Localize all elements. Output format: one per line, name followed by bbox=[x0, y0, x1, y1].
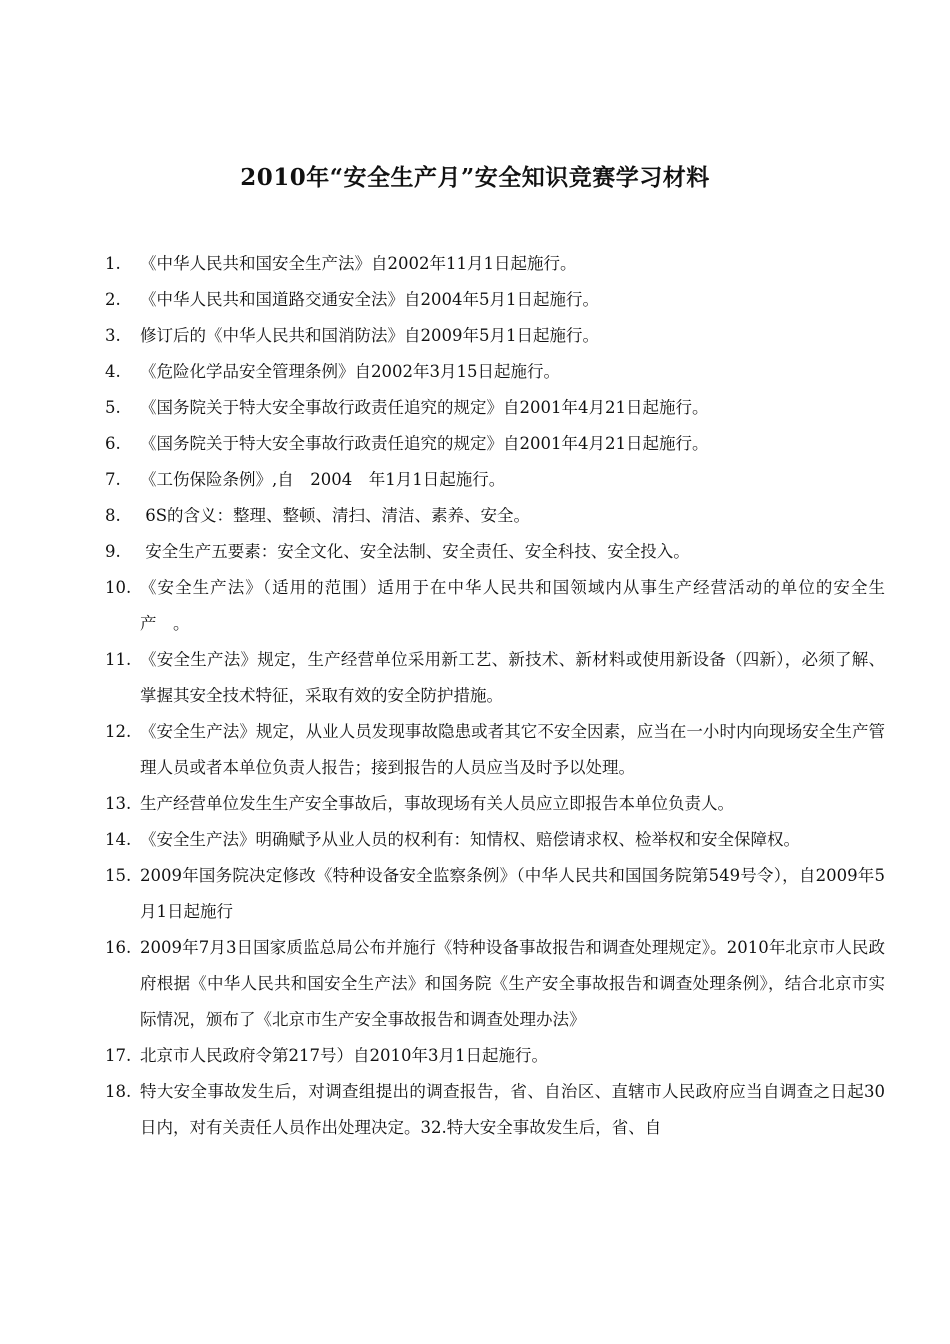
list-item bbox=[105, 534, 885, 570]
item-number: 17. bbox=[105, 1046, 132, 1065]
item-number: 12. bbox=[105, 722, 132, 741]
item-number: 13. bbox=[105, 794, 132, 813]
list-item bbox=[105, 1038, 885, 1074]
list-item bbox=[105, 714, 885, 786]
list-item bbox=[105, 354, 885, 390]
item-number: 16. bbox=[105, 938, 132, 957]
item-text: 修订后的《中华人民共和国消防法》自2009年5月1日起施行。 bbox=[140, 326, 599, 345]
list-item bbox=[105, 786, 885, 822]
item-number: 2. bbox=[105, 290, 121, 309]
item-text: 《安全生产法》规定，生产经营单位采用新工艺、新技术、新材料或使用新设备（四新），必须了解、掌握其安全技术特征，采取有效的安全防护措施。 bbox=[140, 650, 885, 705]
item-text: 《中华人民共和国安全生产法》自2002年11月1日起施行。 bbox=[140, 254, 577, 273]
list-item bbox=[105, 822, 885, 858]
list-item bbox=[105, 1074, 885, 1146]
item-number: 11. bbox=[105, 650, 132, 669]
item-number: 1. bbox=[105, 254, 121, 273]
list-item bbox=[105, 318, 885, 354]
list-item bbox=[105, 570, 885, 642]
item-text: 《安全生产法》明确赋予从业人员的权利有：知情权、赔偿请求权、检举权和安全保障权。 bbox=[140, 830, 800, 849]
document-title: 2010年“安全生产月”安全知识竞赛学习材料 bbox=[240, 164, 710, 191]
item-text: 6S的含义：整理、整顿、清扫、清洁、素养、安全。 bbox=[140, 506, 531, 525]
list-item bbox=[105, 282, 885, 318]
list-item bbox=[105, 246, 885, 282]
item-number: 5. bbox=[105, 398, 121, 417]
item-text: 《安全生产法》（适用的范围）适用于在中华人民共和国领域内从事生产经营活动的单位的安全生产 。 bbox=[140, 578, 885, 633]
list-item bbox=[105, 930, 885, 1038]
item-text: 2009年国务院决定修改《特种设备安全监察条例》（中华人民共和国国务院第549号令），自2009年5月1日起施行 bbox=[140, 866, 885, 921]
item-number: 15. bbox=[105, 866, 132, 885]
item-number: 7. bbox=[105, 470, 121, 489]
item-number: 10. bbox=[105, 578, 132, 597]
item-text: 《中华人民共和国道路交通安全法》自2004年5月1日起施行。 bbox=[140, 290, 599, 309]
item-text: 2009年7月3日国家质监总局公布并施行《特种设备事故报告和调查处理规定》。2010年北京市人民政府根据《中华人民共和国安全生产法》和国务院《生产安全事故报告和调查处理条例》，结合北京市实际情况，颁布了《北京市生产安全事故报告和调查处理办法》 bbox=[140, 938, 885, 1029]
study-item-list bbox=[105, 246, 885, 1146]
list-item bbox=[105, 858, 885, 930]
item-text: 《国务院关于特大安全事故行政责任追究的规定》自2001年4月21日起施行。 bbox=[140, 434, 709, 453]
item-number: 8. bbox=[105, 506, 121, 525]
item-number: 14. bbox=[105, 830, 132, 849]
item-number: 4. bbox=[105, 362, 121, 381]
item-text: 《安全生产法》规定，从业人员发现事故隐患或者其它不安全因素，应当在一小时内向现场安全生产管理人员或者本单位负责人报告；接到报告的人员应当及时予以处理。 bbox=[140, 722, 885, 777]
item-text: 北京市人民政府令第217号）自2010年3月1日起施行。 bbox=[140, 1046, 548, 1065]
list-item bbox=[105, 426, 885, 462]
list-item bbox=[105, 642, 885, 714]
item-number: 6. bbox=[105, 434, 121, 453]
item-text: 特大安全事故发生后，对调查组提出的调查报告，省、自治区、直辖市人民政府应当自调查之日起30日内，对有关责任人员作出处理决定。32.特大安全事故发生后，省、自 bbox=[140, 1082, 885, 1137]
item-text: 《工伤保险条例》,自 2004 年1月1日起施行。 bbox=[140, 470, 506, 489]
item-text: 安全生产五要素：安全文化、安全法制、安全责任、安全科技、安全投入。 bbox=[140, 542, 690, 561]
list-item bbox=[105, 462, 885, 498]
item-text: 《危险化学品安全管理条例》自2002年3月15日起施行。 bbox=[140, 362, 560, 381]
list-item bbox=[105, 390, 885, 426]
item-text: 《国务院关于特大安全事故行政责任追究的规定》自2001年4月21日起施行。 bbox=[140, 398, 709, 417]
item-text: 生产经营单位发生生产安全事故后，事故现场有关人员应立即报告本单位负责人。 bbox=[140, 794, 734, 813]
item-number: 3. bbox=[105, 326, 121, 345]
item-number: 18. bbox=[105, 1082, 132, 1101]
item-number: 9. bbox=[105, 542, 121, 561]
list-item bbox=[105, 498, 885, 534]
